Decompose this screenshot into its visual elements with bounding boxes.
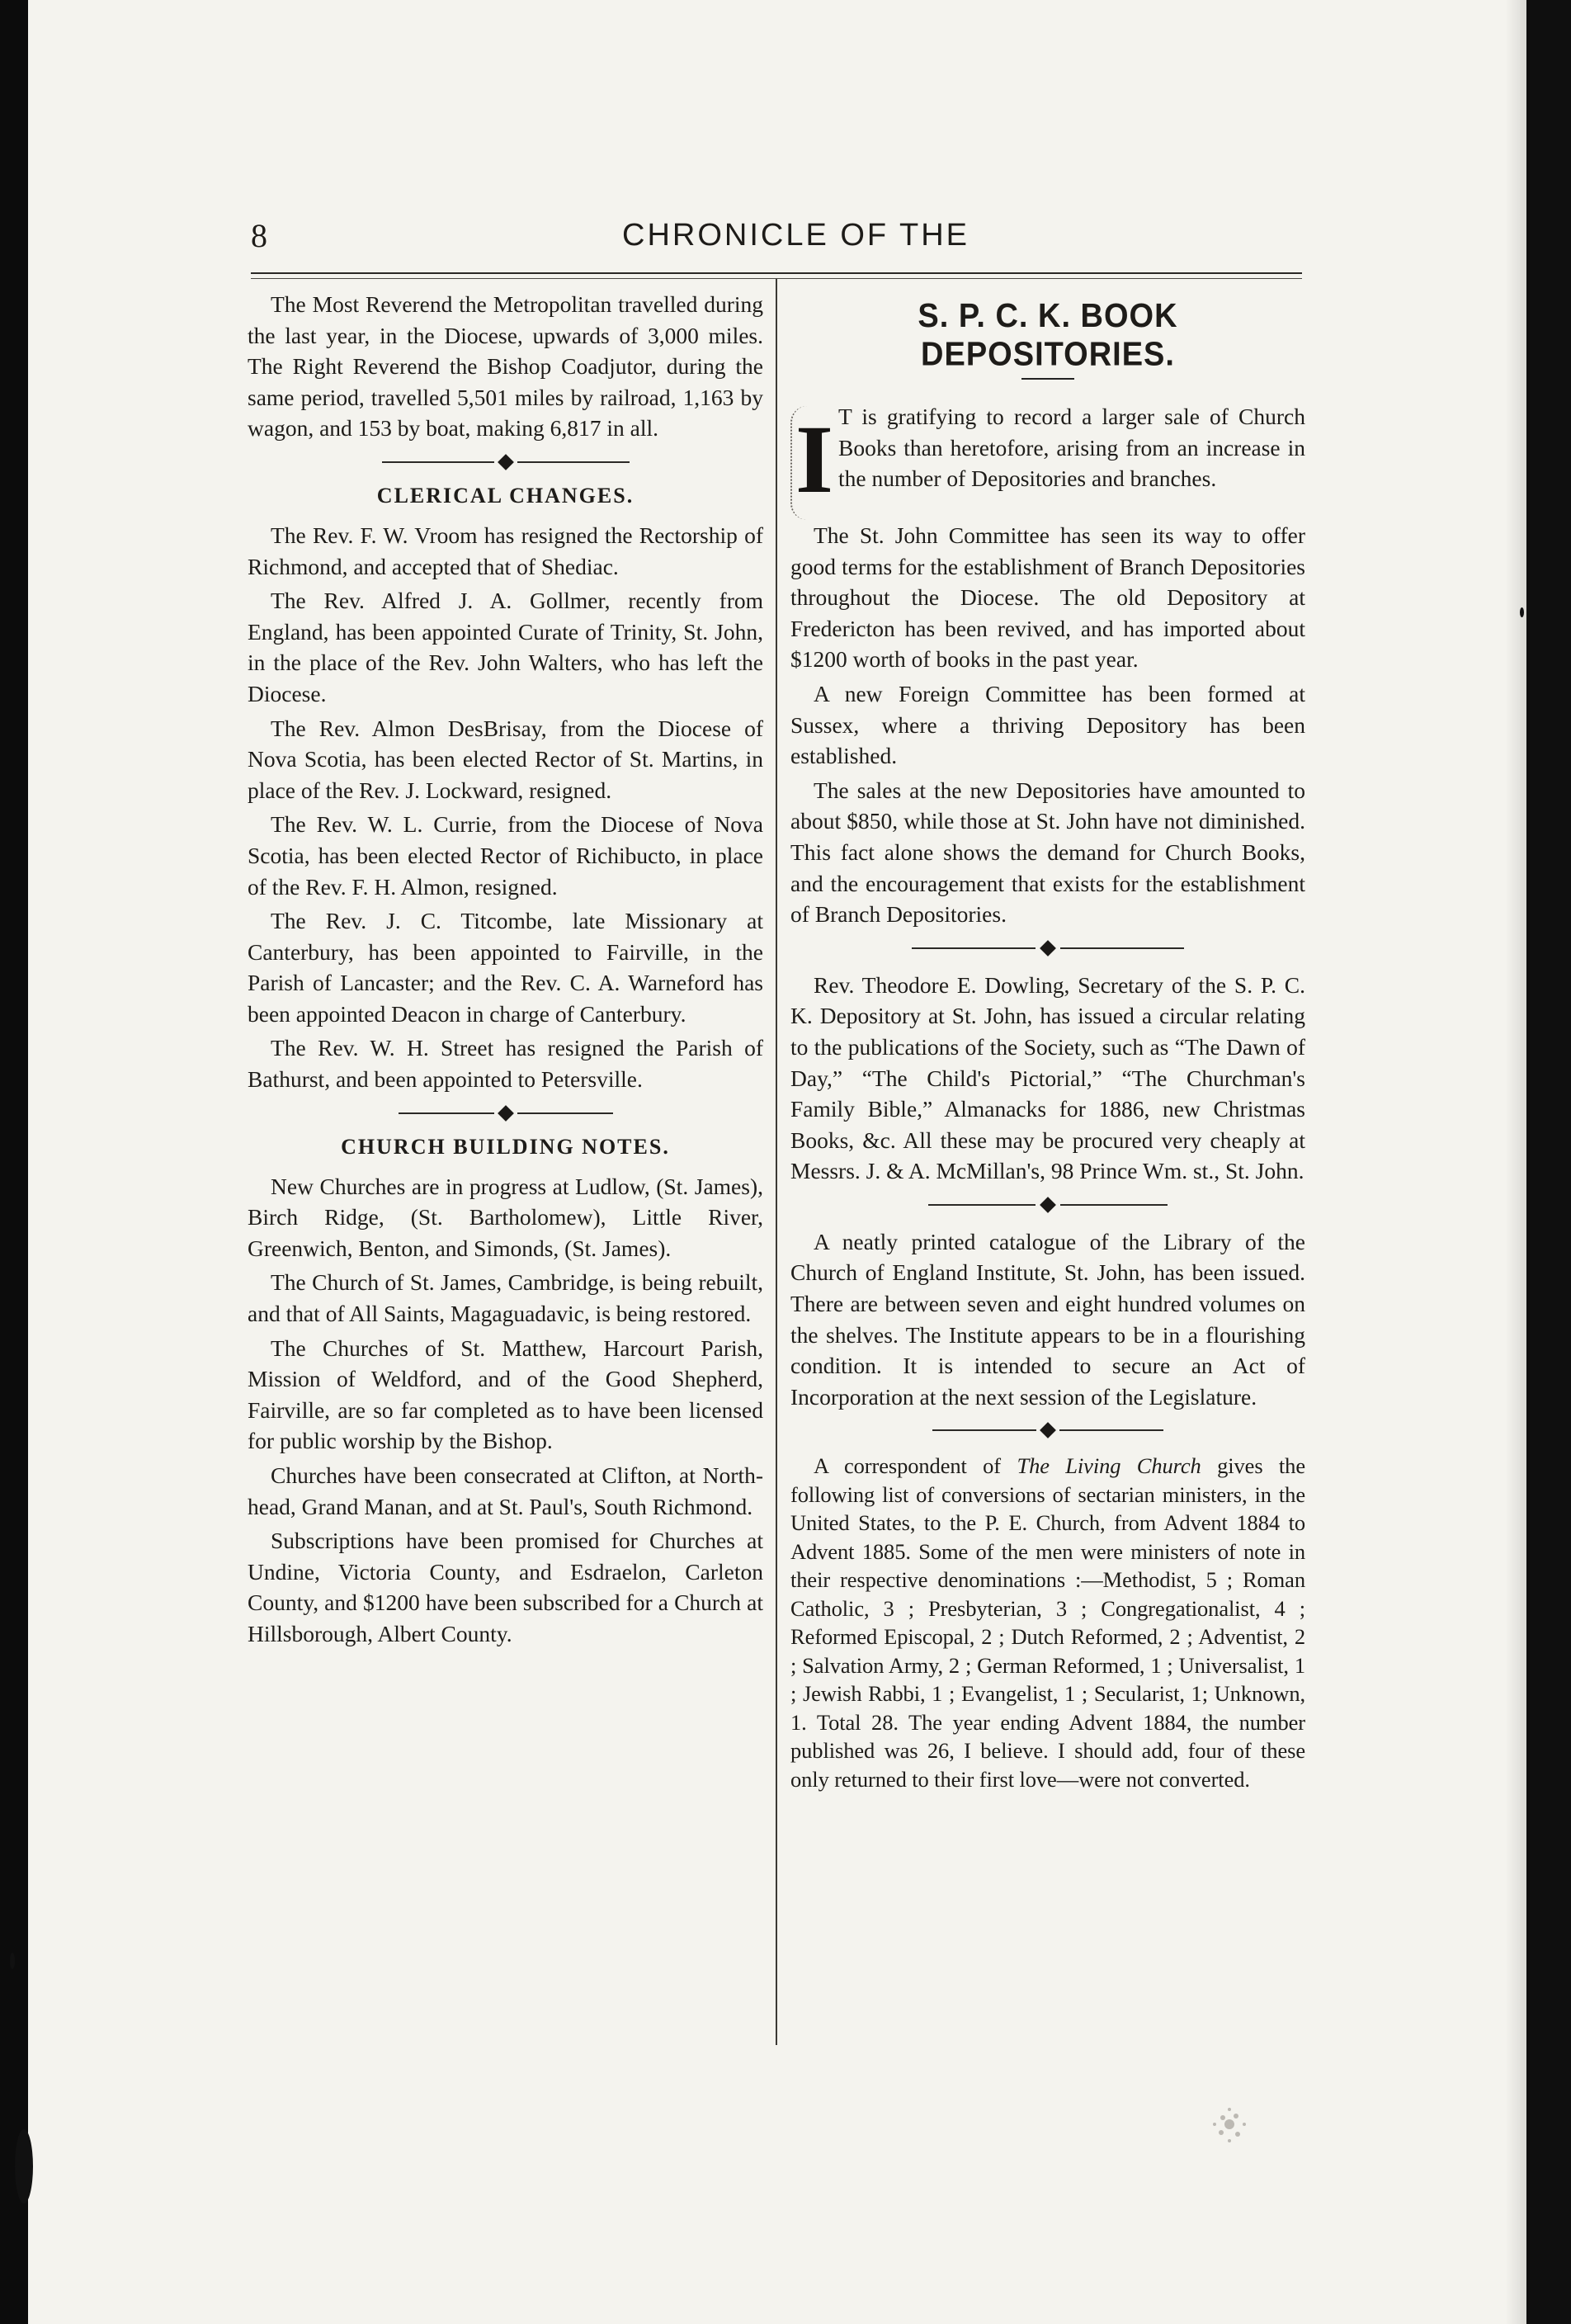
page-header: [251, 216, 1302, 266]
running-title: CHRONICLE OF THE: [622, 218, 970, 253]
depository-paragraph: A new Foreign Committee has been formed at Sussex, where a thriving Depository has been established.: [790, 680, 1305, 769]
ink-blot: [15, 2129, 33, 2204]
living-church-title: The Living Church: [1017, 1453, 1201, 1479]
section-ornament: [382, 454, 630, 470]
building-paragraph: The Church of St. James, Cambridge, is being rebuilt, and that of All Saints, Magaguadavic, is being restored.: [248, 1269, 763, 1327]
clerical-paragraph: The Rev. Almon DesBrisay, from the Diocese of Nova Scotia, has been elected Rector of St. Martins, in place of the Rev. J. Lockward, resigned.: [248, 715, 763, 803]
depository-paragraph: The sales at the new Depositories have amounted to about $850, while those at St. John have not diminished. This fact alone shows the demand for Church Books, and the encouragement that exists for the establishment of Branch Depositories.: [790, 777, 1305, 928]
building-paragraph: New Churches are in progress at Ludlow, (St. James), Birch Ridge, (St. Bartholomew), Little River, Greenwich, Benton, and Simonds, (St. James).: [248, 1173, 763, 1261]
ink-speck: [1520, 607, 1524, 617]
paper-stain: [1205, 2096, 1254, 2154]
section-ornament: [399, 1105, 613, 1122]
scan-left-border: [0, 0, 28, 2324]
church-building-heading: CHURCH BUILDING NOTES.: [341, 1134, 670, 1159]
catalogue-paragraph: A neatly printed catalogue of the Library of the Church of England Institute, St. John, has been issued. There are between seven and eight hundred volumes on the shelves. The Institute appears to be in a flourishing condition. It is intended to secure an Act of Incorporation at the next session of the Legislature.: [790, 1228, 1305, 1410]
header-rule: [251, 272, 1302, 274]
heading-rule: [1021, 378, 1074, 380]
clerical-changes-heading: CLERICAL CHANGES.: [376, 483, 635, 508]
metropolitan-travel-paragraph: The Most Reverend the Metropolitan travelled during the last year, in the Diocese, upwards of 3,000 miles. The Right Reverend the Bishop Coadjutor, during the same period, travelled 5,501 miles by railroad, 1,163 by wagon, and 153 by boat, making 6,817 in all.: [248, 291, 763, 442]
building-paragraph: The Churches of St. Matthew, Harcourt Parish, Mission of Weldford, and of the Good Shepherd, Fairville, are so far completed as to have been licensed for public worship by the Bishop.: [248, 1334, 763, 1454]
column-divider: [776, 279, 777, 2045]
living-church-lead: A correspondent of: [814, 1453, 1002, 1479]
right-column: [790, 289, 1305, 1797]
clerical-paragraph: The Rev. W. H. Street has resigned the Parish of Bathurst, and been appointed to Petersville.: [248, 1035, 763, 1093]
dowling-paragraph: Rev. Theodore E. Dowling, Secretary of the S. P. C. K. Depository at St. John, has issued a circular relating to the publications of the Society, such as “The Dawn of Day,” “The Child's Pictorial,” “The Churchman's Family Bible,” Almanacks for 1886, new Christmas Books, &c. All these may be procured very cheaply at Messrs. J. & A. McMillan's, 98 Prince Wm. st., St. John.: [790, 971, 1305, 1184]
depository-paragraph: The St. John Committee has seen its way to offer good terms for the establishment of Branch Depositories throughout the Diocese. The old Depository at Fredericton has been revived, and has imported about $1200 worth of books in the past year.: [790, 522, 1305, 673]
scan-right-border: [1526, 0, 1571, 2324]
opening-paragraph-block: [790, 401, 1305, 520]
spck-heading: S. P. C. K. BOOK DEPOSITORIES.: [918, 297, 1178, 374]
section-ornament: [928, 1197, 1168, 1213]
left-column: [248, 289, 763, 1653]
drop-cap-letter: I: [795, 405, 833, 513]
clerical-paragraph: The Rev. F. W. Vroom has resigned the Rectorship of Richmond, and accepted that of Shediac.: [248, 522, 763, 579]
building-paragraph: Subscriptions have been promised for Churches at Undine, Victoria County, and Esdraelon, Carleton County, and $1200 have been subscribed for a Church at Hillsborough, Albert County.: [248, 1528, 763, 1646]
page-number: 8: [251, 217, 267, 254]
clerical-paragraph: The Rev. J. C. Titcombe, late Missionary at Canterbury, has been appointed to Fairville, in the Parish of Lancaster; and the Rev. C. A. Warneford has been appointed Deacon in charge of Canterbury.: [248, 908, 763, 1027]
opening-paragraph: T is gratifying to record a larger sale of Church Books than heretofore, arising from an increase in the number of Depositories and branches.: [838, 404, 1305, 492]
living-church-paragraph: [790, 1452, 1305, 1793]
living-church-text: gives the following list of conversions of sectarian ministers, in the United States, to the P. E. Church, from Advent 1884 to Advent 1885. Some of the men were ministers of note in their respective denominations :—Methodist, 5 ; Roman Catholic, 3 ; Presbyterian, 3 ; Congregationalist, 4 ; Reformed Episcopal, 2 ; Dutch Reformed, 2 ; Adventist, 2 ; Salvation Army, 2 ; German Reformed, 1 ; Universalist, 1 ; Jewish Rabbi, 1 ; Evangelist, 1 ; Secularist, 1; Unknown, 1. Total 28. The year ending Advent 1884, the number published was 26, I believe. I should add, four of these only returned to their first love—were not converted.: [790, 1453, 1305, 1792]
section-ornament: [912, 940, 1184, 957]
section-ornament: [932, 1422, 1163, 1438]
ink-speck: [10, 1953, 15, 1969]
clerical-paragraph: The Rev. W. L. Currie, from the Diocese of Nova Scotia, has been elected Rector of Richibucto, in place of the Rev. F. H. Almon, resigned.: [248, 811, 763, 900]
clerical-paragraph: The Rev. Alfred J. A. Gollmer, recently from England, has been appointed Curate of Trinity, St. John, in the place of the Rev. John Walters, who has left the Diocese.: [248, 588, 763, 706]
scan-right-shadow: [1505, 0, 1526, 2324]
building-paragraph: Churches have been consecrated at Clifton, at North-head, Grand Manan, and at St. Paul's, South Richmond.: [248, 1462, 763, 1519]
drop-cap: [790, 405, 833, 520]
